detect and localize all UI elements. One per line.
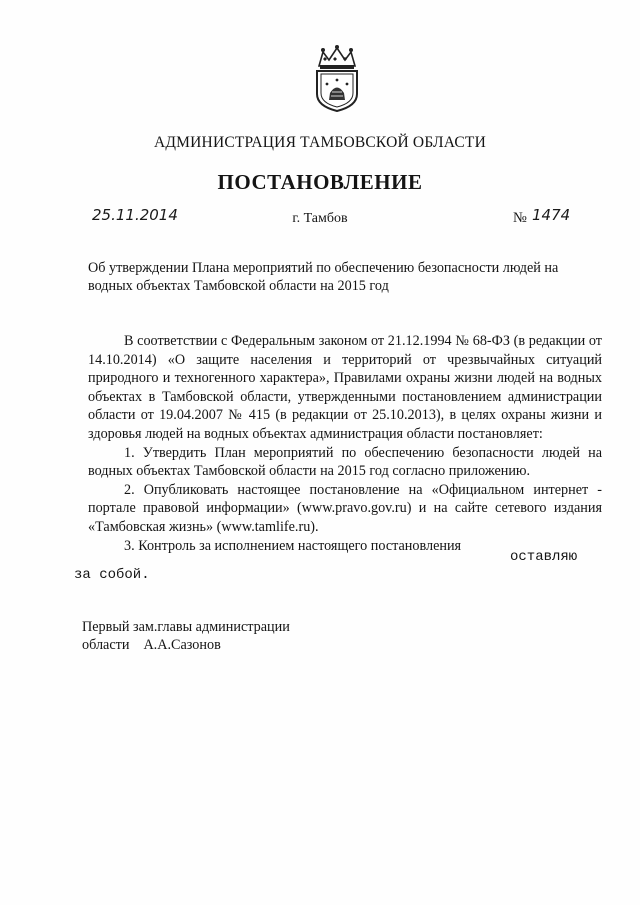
- item-3-paragraph: 3. Контроль за исполнением настоящего постановления: [124, 537, 462, 554]
- document-type-title: ПОСТАНОВЛЕНИЕ: [217, 170, 423, 194]
- organization-name: АДМИНИСТРАЦИЯ ТАМБОВСКОЙ ОБЛАСТИ: [154, 134, 486, 151]
- city-name: г. Тамбов: [292, 211, 348, 226]
- signer-line: [82, 636, 290, 654]
- tambov-coat-of-arms-icon: [311, 44, 363, 112]
- signer-region: области: [82, 637, 130, 654]
- item-1-paragraph: 1. Утвердить План мероприятий по обеспечению безопасности людей на водных объектах Тамбовской области на 2015 год согласно приложению.: [88, 444, 602, 480]
- signer-name: А.А.Сазонов: [143, 637, 221, 654]
- typewritten-addition-tail: оставляю: [510, 549, 578, 565]
- item-2-paragraph: 2. Опубликовать настоящее постановление на «Официальном интернет - портале правовой информации» (www.pravo.gov.ru) и на сайте сетевого издания «Тамбовская жизнь» (www.tamlife.ru).: [88, 481, 602, 535]
- typewritten-addition-line: за собой.: [74, 567, 150, 583]
- document-subject: Об утверждении Плана мероприятий по обеспечению безопасности людей на водных объектах Тамбовской области на 2015 год: [88, 260, 559, 294]
- document-body: [88, 332, 602, 555]
- signature-block: [82, 618, 290, 655]
- number-sign: №: [513, 210, 527, 226]
- signer-position: Первый зам.главы администрации: [82, 619, 290, 635]
- preamble-paragraph: В соответствии с Федеральным законом от 21.12.1994 № 68-ФЗ (в редакции от 14.10.2014) «О защите населения и территорий от чрезвычайных ситуаций природного и техногенного характера», Правилами охраны жизни людей на водных объектах в Тамбовской области, утвержденными постановлением администрации области от 19.04.2007 № 415 (в редакции от 25.10.2013), в целях охраны жизни и здоровья людей на водных объектах администрация области постановляет:: [88, 333, 602, 442]
- handwritten-number: 1474: [532, 206, 571, 224]
- handwritten-date: 25.11.2014: [92, 206, 178, 224]
